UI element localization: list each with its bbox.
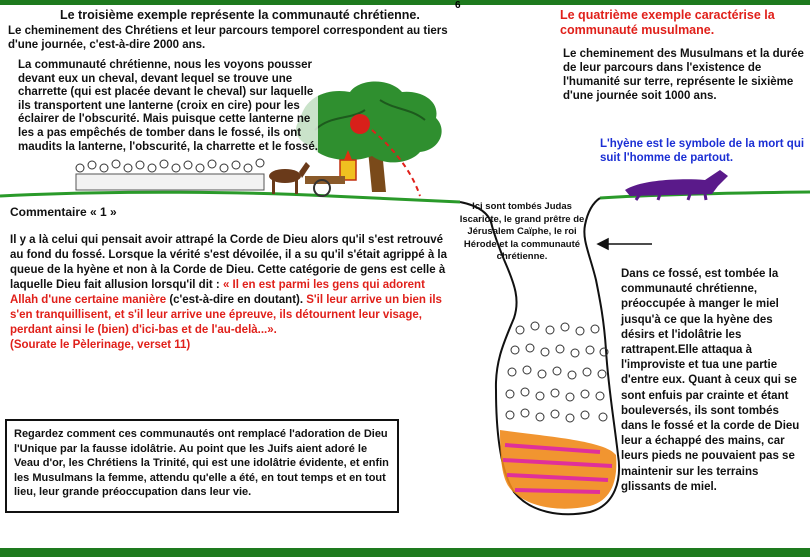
ditch-text: Dans ce fossé, est tombée la communauté chrétienne, préoccupée à manger le miel jusqu'à ce que la hyène des désirs et l'idolâtrie les rattrapent.Elle attaqua à l'improviste et tua une partie d'entre eux. Quant à ceux qui se sont enfuis par crainte et étant bouleversés, ils sont tombés dans le fossé et la corde de Dieu leur a échappé des mains, car leurs pieds ne pouvaient pas se maintenir sur les terrains glissants de miel. [621, 268, 800, 493]
right-intro: Le cheminement des Musulmans et la durée de leur parcours dans l'existence de l'humanité sur terre, représente le sixième d'une journée soit 1000 ans. [563, 48, 804, 102]
crowd-icon [506, 322, 608, 422]
crowd-walking [76, 159, 264, 190]
quote-part-2: S'il leur arrive un bien ils s'en tranquillisent, et s'il leur arrive une épreuve, ils détournent leur visage, perdant ainsi le (bien) d'ici-bas et de l'au-delà...». [10, 294, 442, 336]
commentary-block [10, 233, 450, 353]
commentary-paragraph-2: Cette catégorie de gens est celle à laquelle Dieu fait allusion lorsqu'il dit : [10, 264, 446, 291]
quote-reference: (Sourate le Pèlerinage, verset 11) [10, 339, 191, 351]
boxed-note: Regardez comment ces communautés ont remplacé l'adoration de Dieu l'Unique par la fausse idolâtrie. Au point que les Juifs aient adoré le Veau d'or, les Chrétiens la Trinité, qui est une idolâtrie évidente, et enfin les Musulmans la femme, attendu qu'elle a été, en tout temps et en tout lieu, leur grande préoccupation dans leur vie. [5, 419, 399, 513]
left-story: La communauté chrétienne, nous les voyons pousser devant eux un cheval, devant lequel se trouve une charrette (qui est placée devant le cheval) sur laquelle ils transportent une lanterne (croix en cire) pour les éclairer de l'obscurité. Mais puisque cette lanterne ne les a pas empêchés de tomber dans le fossé, ils ont maudits la lanterne, l'obscurité, la charrette et le fossé. [18, 59, 318, 153]
quote-part-1: « Il en est parmi les gens qui adorent Allah d'une certaine manière [10, 279, 425, 306]
cart-icon [305, 176, 345, 196]
horse-icon [269, 162, 310, 194]
arrow-left-icon [598, 239, 652, 249]
page-number: 6 [455, 0, 461, 11]
pit-label: Ici sont tombés Judas Iscariote, le grand prêtre de Jérusalem Caïphe, le roi Hérode et la communauté chrétienne. [459, 201, 585, 263]
commentary-title: Commentaire « 1 » [10, 205, 117, 219]
hyena-note: L'hyène est le symbole de la mort qui suit l'homme de partout. [600, 138, 805, 164]
left-heading: Le troisième exemple représente la communauté chrétienne. [60, 8, 420, 22]
left-intro: Le cheminement des Chrétiens et leur parcours temporel correspondent au tiers d'une journée, c'est-à-dire 2000 ans. [8, 25, 448, 51]
right-heading: Le quatrième exemple caractérise la communauté musulmane. [560, 8, 775, 37]
quote-aside: (c'est-à-dire en doutant). [169, 294, 304, 306]
commentary-paragraph-1: Il y a là celui qui pensait avoir attrapé la Corde de Dieu alors qu'il s'est retrouvé au fond du fossé. Lorsque la vérité s'est dévoilée, il a su qu'il s'était agrippé à la queue de la hyène et non à la Corde de Dieu. [10, 234, 448, 276]
apple-icon [350, 114, 370, 134]
ground-line [0, 192, 460, 202]
